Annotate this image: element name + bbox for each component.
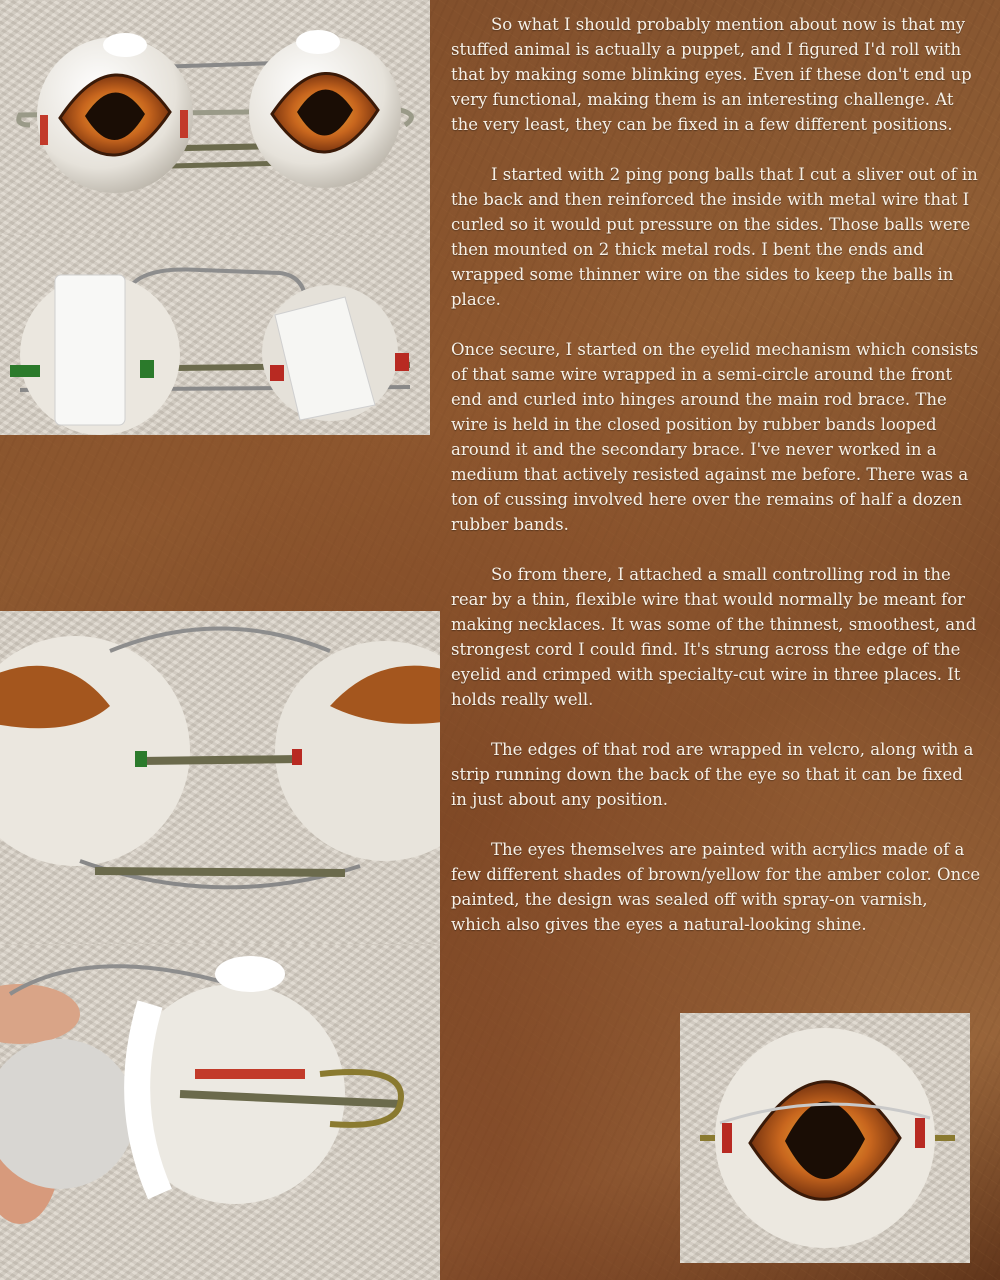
photo-painted-eye xyxy=(680,1013,970,1263)
paragraph: The eyes themselves are painted with acrylics made of a few different shades of brown/yellow for the amber color. Once painted, the design was sealed off with spray-on varnish, which also gives the eyes a natural-looking shine. xyxy=(451,840,981,934)
photo-rear-view xyxy=(0,235,430,435)
photo-front-eyes xyxy=(0,0,430,235)
paragraph: I started with 2 ping pong balls that I cut a sliver out of in the back and then reinforced the inside with metal wire that I curled so it would put pressure on the sides. Those balls were then mounted on 2 thick metal rods. I bent the ends and wrapped some thinner wire on the sides to keep the balls in place. xyxy=(451,165,978,309)
paragraph: So from there, I attached a small controlling rod in the rear by a thin, flexible wire that would normally be meant for making necklaces. It was some of the thinnest, smoothest, and strongest cord I could find. It's strung across the edge of the eyelid and crimped with specialty-cut wire in three places. It holds really well. xyxy=(451,565,977,709)
photo-eyelids-closed xyxy=(0,611,440,944)
paragraph: The edges of that rod are wrapped in velcro, along with a strip running down the back of the eye so that it can be fixed in just about any position. xyxy=(451,740,974,809)
article-body xyxy=(451,12,981,962)
photo-side-velcro xyxy=(0,944,440,1280)
paragraph: Once secure, I started on the eyelid mechanism which consists of that same wire wrapped in a semi-circle around the front end and curled into hinges around the main rod brace. The wire is held in the closed position by rubber bands looped around it and the secondary brace. I've never worked in a medium that actively resisted against me before. There was a ton of cussing involved here over the remains of half a dozen rubber bands. xyxy=(451,340,979,534)
paragraph: So what I should probably mention about now is that my stuffed animal is actually a puppet, and I figured I'd roll with that by making some blinking eyes. Even if these don't end up very functional, making them is an interesting challenge. At the very least, they can be fixed in a few different positions. xyxy=(451,15,972,134)
